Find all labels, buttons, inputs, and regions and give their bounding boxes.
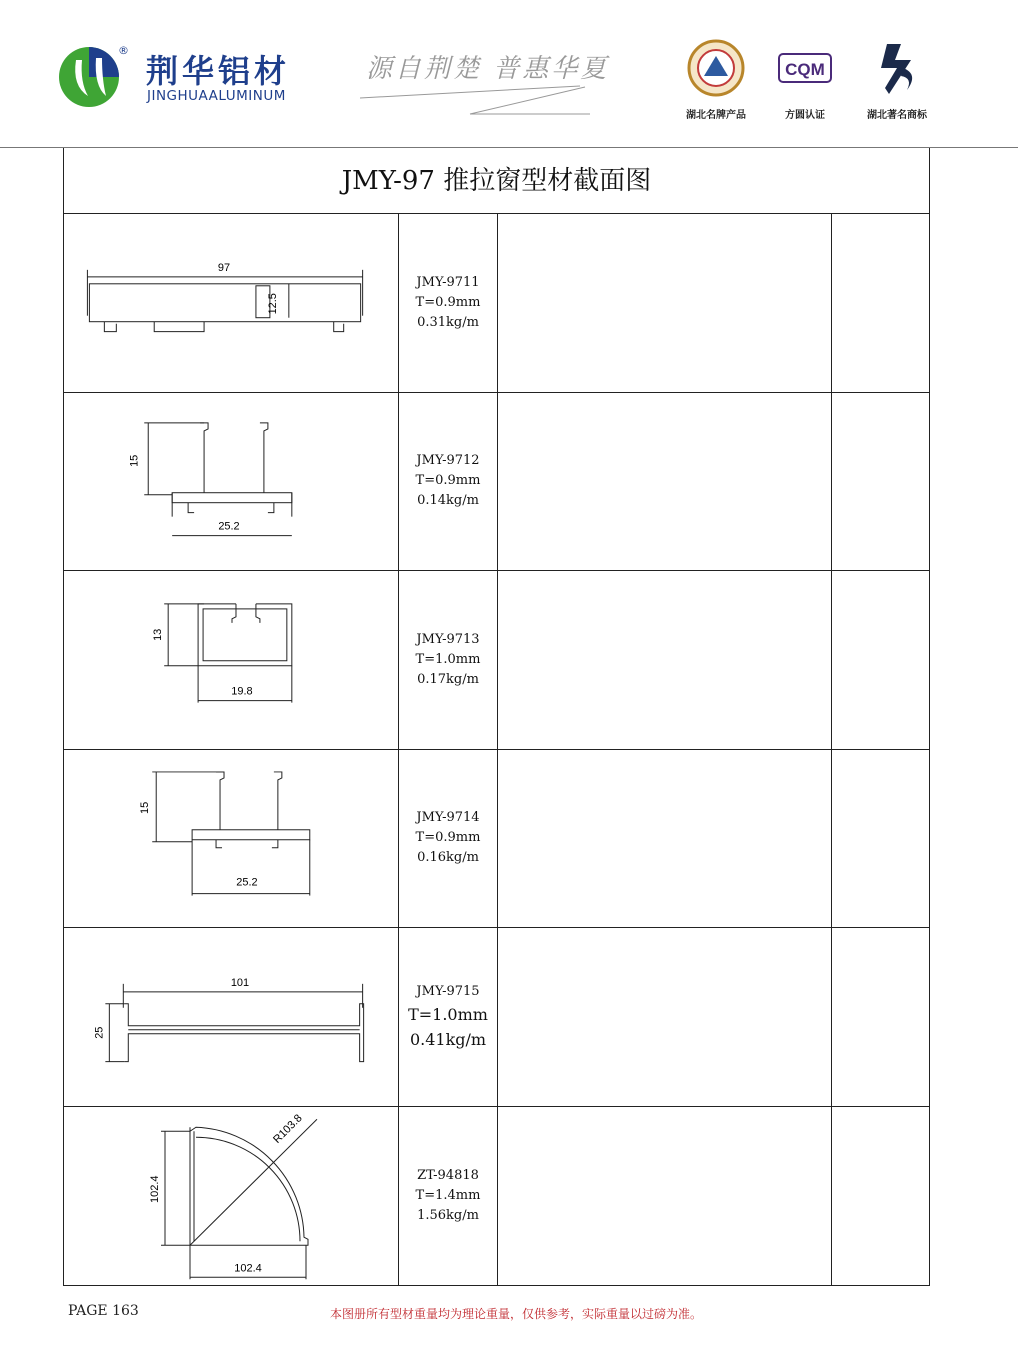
profile-weight: 0.14kg/m xyxy=(417,493,479,509)
slogan-underline xyxy=(360,84,600,120)
table-row xyxy=(64,928,929,1107)
cqm-certification-icon xyxy=(775,38,835,98)
table-row xyxy=(64,1107,929,1286)
dim-label: 102.4 xyxy=(149,1174,161,1203)
profile-weight: 0.41kg/m xyxy=(409,1029,487,1049)
profile-weight: 0.31kg/m xyxy=(417,314,479,330)
dim-label: 19.8 xyxy=(231,685,253,698)
cqm-text: CQM xyxy=(785,60,825,79)
profile-code: JMY-9715 xyxy=(416,983,480,999)
profile-code: JMY-9714 xyxy=(416,810,480,826)
weight-disclaimer: 本图册所有型材重量均为理论重量，仅供参考，实际重量以过磅为准。 xyxy=(330,1307,703,1321)
profile-thickness: T=1.0mm xyxy=(415,651,481,667)
profile-weight: 0.17kg/m xyxy=(417,671,479,687)
profile-thickness: T=1.0mm xyxy=(408,1004,488,1024)
dim-label: 102.4 xyxy=(234,1261,262,1274)
dim-label: 101 xyxy=(230,976,250,989)
profile-spec xyxy=(399,750,497,928)
table-row xyxy=(64,393,929,572)
profile-drawing xyxy=(64,1107,398,1286)
profile-table xyxy=(63,148,930,1286)
profile-code: JMY-9711 xyxy=(416,274,480,290)
profile-drawing xyxy=(64,214,398,392)
badge-provincial-brand xyxy=(676,38,756,121)
brand-name-en: JINGHUAALUMINUM xyxy=(147,88,286,104)
profile-drawing xyxy=(64,928,398,1106)
profile-spec xyxy=(399,571,497,749)
profile-spec xyxy=(399,393,497,571)
profile-code: JMY-9713 xyxy=(416,631,480,647)
table-row xyxy=(64,750,929,929)
dim-label: 25.2 xyxy=(218,520,240,533)
profile-code: ZT-94818 xyxy=(417,1167,479,1183)
badge-famous-trademark xyxy=(857,38,937,121)
dim-label: 13 xyxy=(152,628,165,641)
table-row xyxy=(64,571,929,750)
page-number: PAGE 163 xyxy=(68,1303,139,1319)
dim-label: 25 xyxy=(93,1026,106,1039)
profile-code: JMY-9712 xyxy=(416,453,480,469)
jinghua-logo-icon xyxy=(58,46,120,108)
profile-spec xyxy=(399,928,497,1106)
badge-caption: 方圆认证 xyxy=(785,110,825,121)
profile-spec xyxy=(399,1107,497,1286)
profile-thickness: T=0.9mm xyxy=(415,294,481,310)
profile-spec xyxy=(399,214,497,392)
dim-label: 25.2 xyxy=(236,876,258,889)
brand-name-cn: 荆华铝材 xyxy=(146,52,291,90)
profile-weight: 1.56kg/m xyxy=(417,1207,479,1223)
profile-drawing xyxy=(64,393,398,571)
registered-mark: ® xyxy=(118,44,129,57)
page-header xyxy=(0,0,1018,148)
profile-thickness: T=0.9mm xyxy=(415,830,481,846)
page-title: JMY-97 推拉窗型材截面图 xyxy=(64,148,929,214)
profile-weight: 0.16kg/m xyxy=(417,850,479,866)
badge-caption: 湖北著名商标 xyxy=(867,110,927,121)
profile-thickness: T=0.9mm xyxy=(415,473,481,489)
dim-label: 15 xyxy=(128,454,141,467)
profile-drawing xyxy=(64,571,398,749)
provincial-brand-seal-icon xyxy=(686,38,746,98)
badge-cqm xyxy=(765,38,845,121)
dim-label: 15 xyxy=(139,801,152,814)
dim-label: 12.5 xyxy=(266,293,279,315)
badge-caption: 湖北名牌产品 xyxy=(686,110,746,121)
famous-trademark-icon xyxy=(867,38,927,98)
dim-label: R103.8 xyxy=(271,1111,305,1146)
slogan: 源自荆楚 普惠华夏 xyxy=(366,54,610,84)
table-row xyxy=(64,214,929,393)
profile-thickness: T=1.4mm xyxy=(415,1187,481,1203)
dim-label: 97 xyxy=(217,261,231,274)
profile-drawing xyxy=(64,750,398,928)
